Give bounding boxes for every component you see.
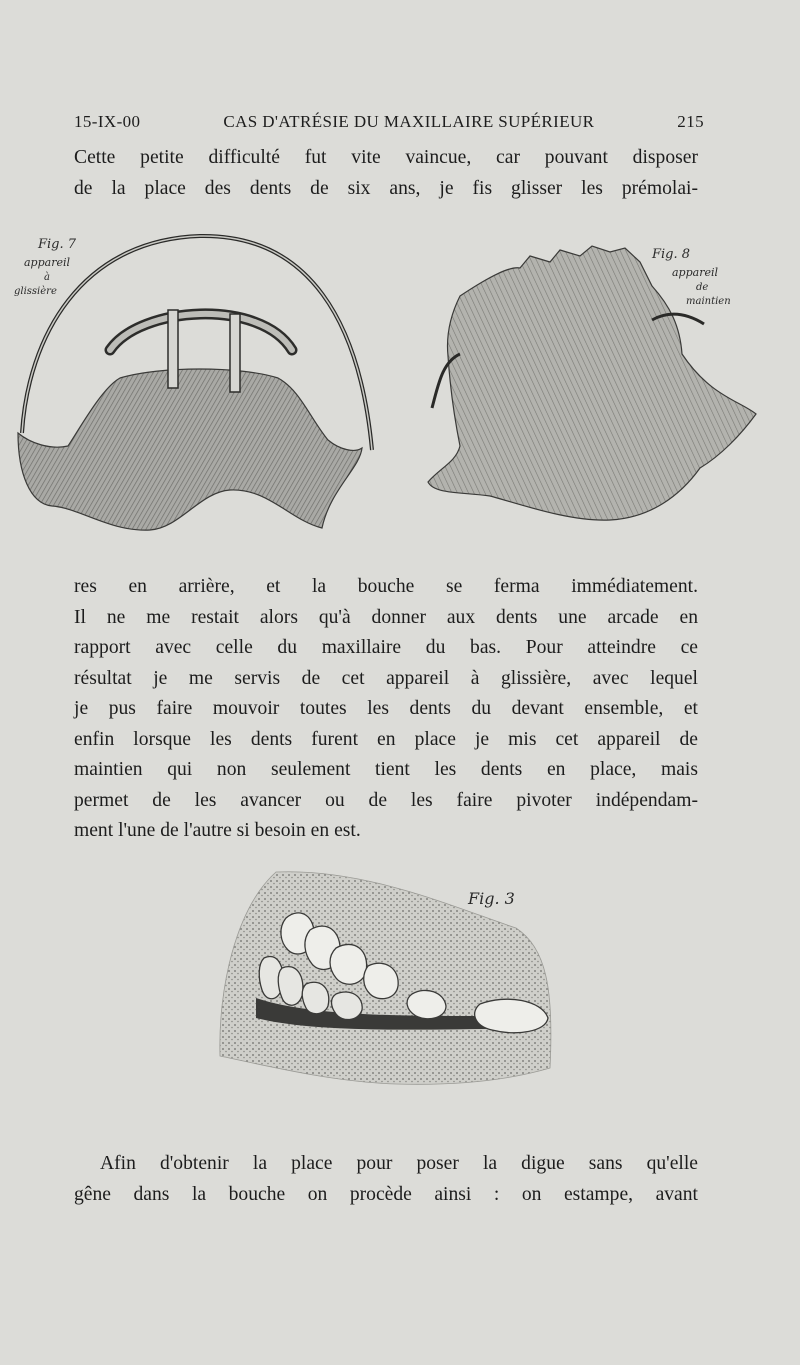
- text-line: Il ne me restait alors qu'à donner aux dents une arcade en: [74, 606, 698, 628]
- fig7-caption-line: appareil: [24, 256, 71, 269]
- fig7-label-text: Fig. 7: [38, 237, 77, 252]
- text-line: résultat je me servis de cet appareil à glissière, avec lequel: [74, 667, 698, 689]
- text-line: Afin d'obtenir la place pour poser la digue sans qu'elle: [100, 1153, 698, 1174]
- figure-3-illustration: [216, 868, 556, 1088]
- figure-8-label: [651, 247, 731, 307]
- text-line: maintien qui non seulement tient les dents en place, mais: [74, 759, 698, 780]
- paragraph-1: [74, 143, 698, 204]
- paragraph-2: [74, 572, 698, 847]
- running-header: [74, 112, 704, 132]
- page-number: 215: [677, 112, 704, 131]
- text-line: ment l'une de l'autre si besoin en est.: [74, 820, 361, 841]
- header-title: CAS D'ATRÉSIE DU MAXILLAIRE SUPÉRIEUR: [223, 112, 595, 131]
- text-line: je pus faire mouvoir toutes les dents du devant ensemble, et: [74, 698, 698, 719]
- text-line: Cette petite difficulté fut vite vaincue, car pouvant disposer: [74, 147, 698, 168]
- fig7-caption-line: à: [44, 272, 50, 283]
- fig8-caption-line: maintien: [686, 296, 731, 307]
- fig8-caption-line: appareil: [672, 266, 719, 279]
- text-line: rapport avec celle du maxillaire du bas. Pour atteindre ce: [74, 637, 698, 658]
- text-line: de la place des dents de six ans, je fis glisser les prémolai-: [74, 177, 698, 199]
- paragraph-3: [74, 1149, 698, 1210]
- header-date: 15-IX-00: [74, 112, 141, 131]
- fig8-caption-line: de: [696, 282, 709, 293]
- text-line: gêne dans la bouche on procède ainsi : on estampe, avant: [74, 1183, 698, 1205]
- text-line: enfin lorsque les dents furent en place je mis cet appareil de: [74, 728, 698, 750]
- text-line: res en arrière, et la bouche se ferma immédiatement.: [74, 576, 698, 597]
- figure-7-illustration: [10, 228, 390, 538]
- fig7-caption-line: glissière: [14, 286, 57, 297]
- fig3-label-text: Fig. 3: [468, 889, 515, 908]
- text-line: permet de les avancer ou de les faire pivoter indépendam-: [74, 789, 698, 811]
- figure-8-illustration: [420, 236, 780, 526]
- figure-7-label: [14, 237, 77, 297]
- fig8-label-text: Fig. 8: [652, 247, 691, 262]
